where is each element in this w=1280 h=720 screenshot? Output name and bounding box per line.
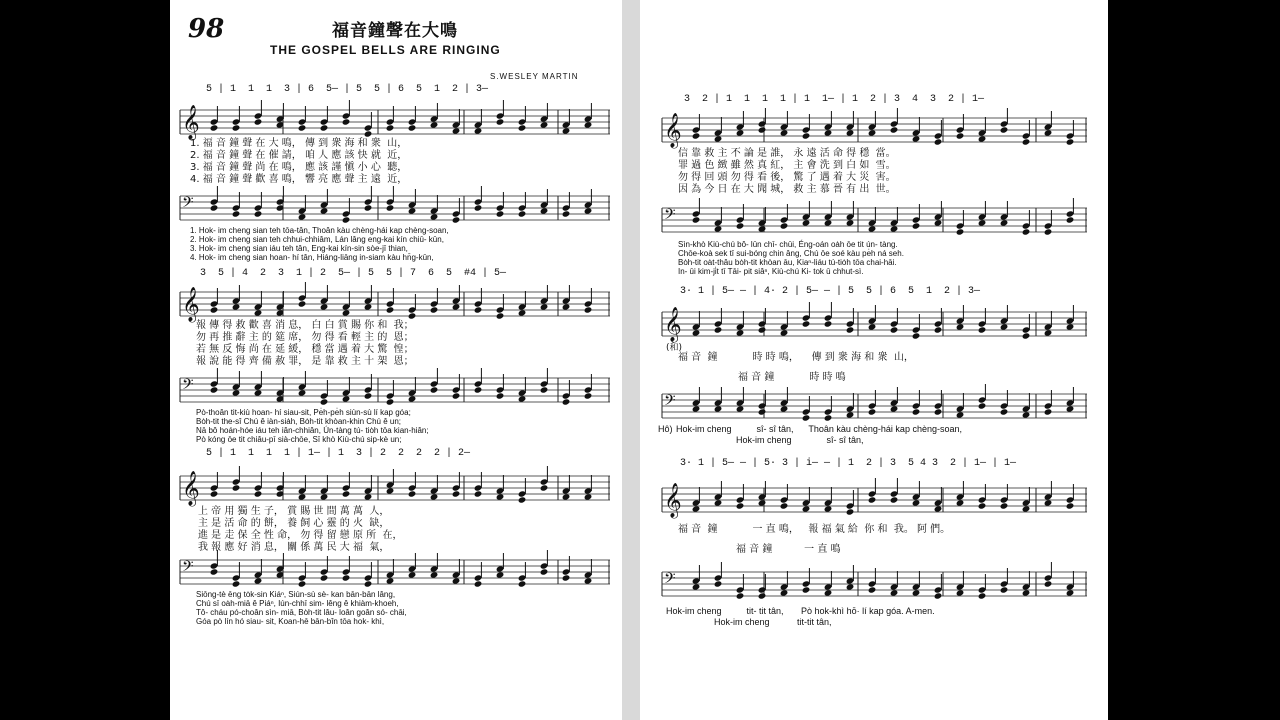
numbered-notation-row: 3 2 | 1 1 1 1 | 1 1— | 1 2 | 3 4 3 2 | 1— [684, 94, 985, 105]
lyrics-romanized-soprano: Hok-im cheng tit- tit tân, Pò hok-khì hō· lí kap góa. A-men. [666, 606, 935, 616]
treble-staff [180, 468, 610, 508]
lyrics-romanized-verse-4: In- ūi kim-ji̍t tī Tāi- pit siâⁿ, Kiù-chú Ki- tok ū chhut-sì. [678, 267, 864, 276]
bass-staff [180, 370, 610, 410]
right-hymn-page [640, 0, 1108, 720]
svg-text:𝄢: 𝄢 [664, 570, 676, 591]
lyrics-chinese-alto: 福 音 鐘 一 直 鳴 [736, 544, 841, 555]
lyrics-chinese-verse-4: 因 為 今 日 在 大 聞 城， 救 主 慕 晉 有 出 世。 [678, 184, 896, 195]
lyrics-romanized-alto: Hok-im cheng sî- sî tân, [736, 435, 864, 445]
lyrics-romanized-verse-2: 2. Hok- im cheng sian teh chhui-chhiâm, Lán lâng eng-kai kín chiū- kūn, [190, 235, 444, 244]
svg-text:𝄞: 𝄞 [182, 471, 200, 506]
chorus-mark-romanized: Hô) [658, 424, 673, 434]
lyrics-romanized-verse-1: Siōng-tè ēng to̍k-sin Kiáⁿ, Siún-sù sè- kan bān-bān lâng, [196, 590, 396, 599]
lyrics-chinese-verse-4: 報 說 能 得 齊 備 赦 罪， 是 靠 救 主 十 架 恩； [196, 356, 414, 367]
bass-staff [180, 552, 610, 592]
lyrics-chinese-verse-4: 我 報 應 好 消 息， 關 係 萬 民 大 福 氣， [198, 542, 390, 553]
lyrics-chinese-verse-2: 2. 福 音 鐘 聲 在 催 請， 咱 人 應 該 快 就 近， [190, 150, 408, 161]
numbered-notation-row: 5 | 1 1 1 1 | 1— | 1 3 | 2 2 2 2 | 2— [206, 448, 471, 459]
lyrics-romanized-verse-1: Sìn-khò Kiù-chú bô- lūn chī- chūi, Éng-oán oa̍h ōe tit ún- tàng. [678, 240, 898, 249]
svg-text:𝄞: 𝄞 [182, 287, 200, 322]
music-system-3 [176, 448, 616, 638]
lyrics-chinese-verse-2: 勿 再 推 辭 主 的 筵 席， 勿 得 看 輕 主 的 恩； [196, 332, 414, 343]
lyrics-romanized-verse-4: 4. Hok- im cheng sian hoan- hí tân, Hiáng-liāng in-siam kàu hn̄g-kūn, [190, 253, 434, 262]
lyrics-chinese-verse-3: 進 是 走 保 全 性 命， 勿 得 留 戀 原 所 在， [198, 530, 403, 541]
lyrics-chinese-verse-3: 若 無 反 悔 尚 在 延 緩， 穩 當 遇 着 大 驚 惶； [196, 344, 414, 355]
left-hymn-page [170, 0, 622, 720]
svg-text:𝄞: 𝄞 [182, 105, 200, 140]
lyrics-chinese-verse-3: 勿 得 回 頭 勿 得 看 後， 驚 了 遇 着 大 災 害。 [678, 172, 896, 183]
treble-staff [180, 102, 610, 142]
treble-staff [662, 304, 1087, 344]
numbered-notation-row: 3· 1 | 5— — | 5· 3 | i— — | 1 2 | 3 5 4 3 2 | 1— | 1— [680, 458, 1017, 469]
lyrics-romanized-verse-3: Nā bô hoán-hóe iáu teh iân-chhiân, Ún-tàng tú- tio̍h tōa kian-hiân; [196, 426, 429, 435]
hymn-title-english: THE GOSPEL BELLS ARE RINGING [270, 43, 501, 57]
music-system-2 [176, 268, 616, 448]
hymn-title-chinese: 福音鐘聲在大鳴 [332, 21, 458, 41]
lyrics-romanized-verse-3: Bo̍h-tit oa̍t-thâu bo̍h-tit khòan āu, Kiaⁿ-liáu tú-tio̍h tōa chai-hāi. [678, 258, 897, 267]
svg-text:𝄢: 𝄢 [182, 558, 194, 579]
numbered-notation-row: 3· 1 | 5— — | 4· 2 | 5— — | 5 5 | 6 5 1 2 | 3— [680, 286, 981, 297]
svg-text:𝄢: 𝄢 [182, 376, 194, 397]
music-system-4 [658, 94, 1098, 274]
lyrics-romanized-verse-4: Pò kóng ōe tit chiâu-pī sià-chōe, Sī khò Kiù-chú sip-kè un; [196, 435, 402, 444]
svg-text:𝄢: 𝄢 [182, 194, 194, 215]
lyrics-chinese-verse-4: 4. 福 音 鐘 聲 歡 喜 鳴， 響 亮 應 聲 主 遠 近， [190, 174, 408, 185]
composer-credit: S.WESLEY MARTIN [490, 72, 579, 81]
numbered-notation-row: 3 5 | 4 2 3 1 | 2 5— | 5 5 | 7 6 5 #4 | 5— [200, 268, 507, 279]
svg-text:𝄞: 𝄞 [664, 307, 682, 342]
lyrics-chinese-verse-2: 罪 過 色 緻 雖 然 真 紅， 主 會 洗 到 白 如 雪。 [678, 160, 896, 171]
treble-staff [180, 284, 610, 324]
lyrics-romanized-soprano: Hok-im cheng sî- sî tân, Thoân kàu chèng-hái kap chèng-soan, [676, 424, 962, 434]
lyrics-chinese-verse-1: 1. 福 音 鐘 聲 在 大 鳴， 傳 到 衆 海 和 衆 山， [190, 138, 408, 149]
hymn-number: 98 [188, 14, 225, 44]
svg-text:𝄞: 𝄞 [664, 113, 682, 148]
treble-staff [662, 110, 1087, 150]
bass-staff [662, 564, 1087, 604]
lyrics-romanized-verse-3: 3. Hok- im cheng sian iáu teh tân, Eng-kai kín-sin sòe-jī thian, [190, 244, 408, 253]
chorus-mark: (和) [666, 343, 683, 353]
lyrics-romanized-verse-1: 1. Hok- im cheng sian teh tōa-tân, Thoân kàu chèng-hái kap chèng-soan, [190, 226, 449, 235]
lyrics-chinese-verse-1: 上 帝 用 獨 生 子， 賞 賜 世 間 萬 萬 人， [198, 506, 390, 517]
lyrics-romanized-verse-2: Bo̍h-tit the-sî Chú ê iàn-sia̍h, Bo̍h-tit khòan-khin Chú ê un; [196, 417, 401, 426]
lyrics-chinese-verse-3: 3. 福 音 鐘 聲 尚 在 鳴， 應 該 謹 愼 小 心 聽， [190, 162, 408, 173]
lyrics-chinese-soprano: 福 音 鐘 一 直 鳴， 報 福 氣 給 你 和 我。 阿 們。 [678, 524, 951, 535]
numbered-notation-row: 5 | 1 1 1 3 | 6 5— | 5 5 | 6 5 1 2 | 3— [206, 84, 489, 95]
page-gutter [622, 0, 640, 720]
bass-staff [662, 200, 1087, 240]
lyrics-romanized-verse-1: Pò-thoân tit-kiù hoan- hí siau-sit, Pe̍h-pe̍h siùn-sù lí kap góa; [196, 408, 411, 417]
lyrics-chinese-soprano: 福 音 鐘 時 時 鳴， 傳 到 衆 海 和 衆 山， [678, 352, 914, 363]
svg-text:𝄢: 𝄢 [664, 206, 676, 227]
lyrics-chinese-verse-1: 報 傳 得 救 歡 喜 消 息， 白 白 賞 賜 你 和 我； [196, 320, 414, 331]
bass-staff [662, 386, 1087, 426]
bass-staff [180, 188, 610, 228]
svg-text:𝄢: 𝄢 [664, 392, 676, 413]
lyrics-chinese-verse-2: 主 是 活 命 的 餅， 養 飼 心 靈 的 火 缺， [198, 518, 390, 529]
treble-staff [662, 480, 1087, 520]
lyrics-romanized-verse-2: Chú sī oa̍h-miā ê Piáⁿ, Iún-chhī sim- lêng ê khiàm-khoeh, [196, 599, 399, 608]
music-system-5 [658, 286, 1098, 456]
lyrics-romanized-verse-3: Tô- cháu pó-choân sìn- miā, Bo̍h-tit lâu- loân goân só- chāi, [196, 608, 407, 617]
lyrics-romanized-verse-4: Góa pò lín hó siau- sit, Koan-hē bān-bîn tōa hok- khì, [196, 617, 385, 626]
music-system-1 [176, 84, 616, 264]
lyrics-romanized-verse-2: Chōe-koà sek tī sui-bóng chin âng, Chú ōe soé kàu pe̍h ná seh. [678, 249, 904, 258]
music-system-6 [658, 458, 1098, 638]
svg-text:𝄞: 𝄞 [664, 483, 682, 518]
lyrics-chinese-verse-1: 信 靠 救 主 不 論 是 誰， 永 遠 活 命 得 穩 當。 [678, 148, 896, 159]
lyrics-romanized-alto: Hok-im cheng tit-tit tân, [714, 617, 832, 627]
lyrics-chinese-alto: 福 音 鐘 時 時 鳴 [738, 372, 846, 383]
